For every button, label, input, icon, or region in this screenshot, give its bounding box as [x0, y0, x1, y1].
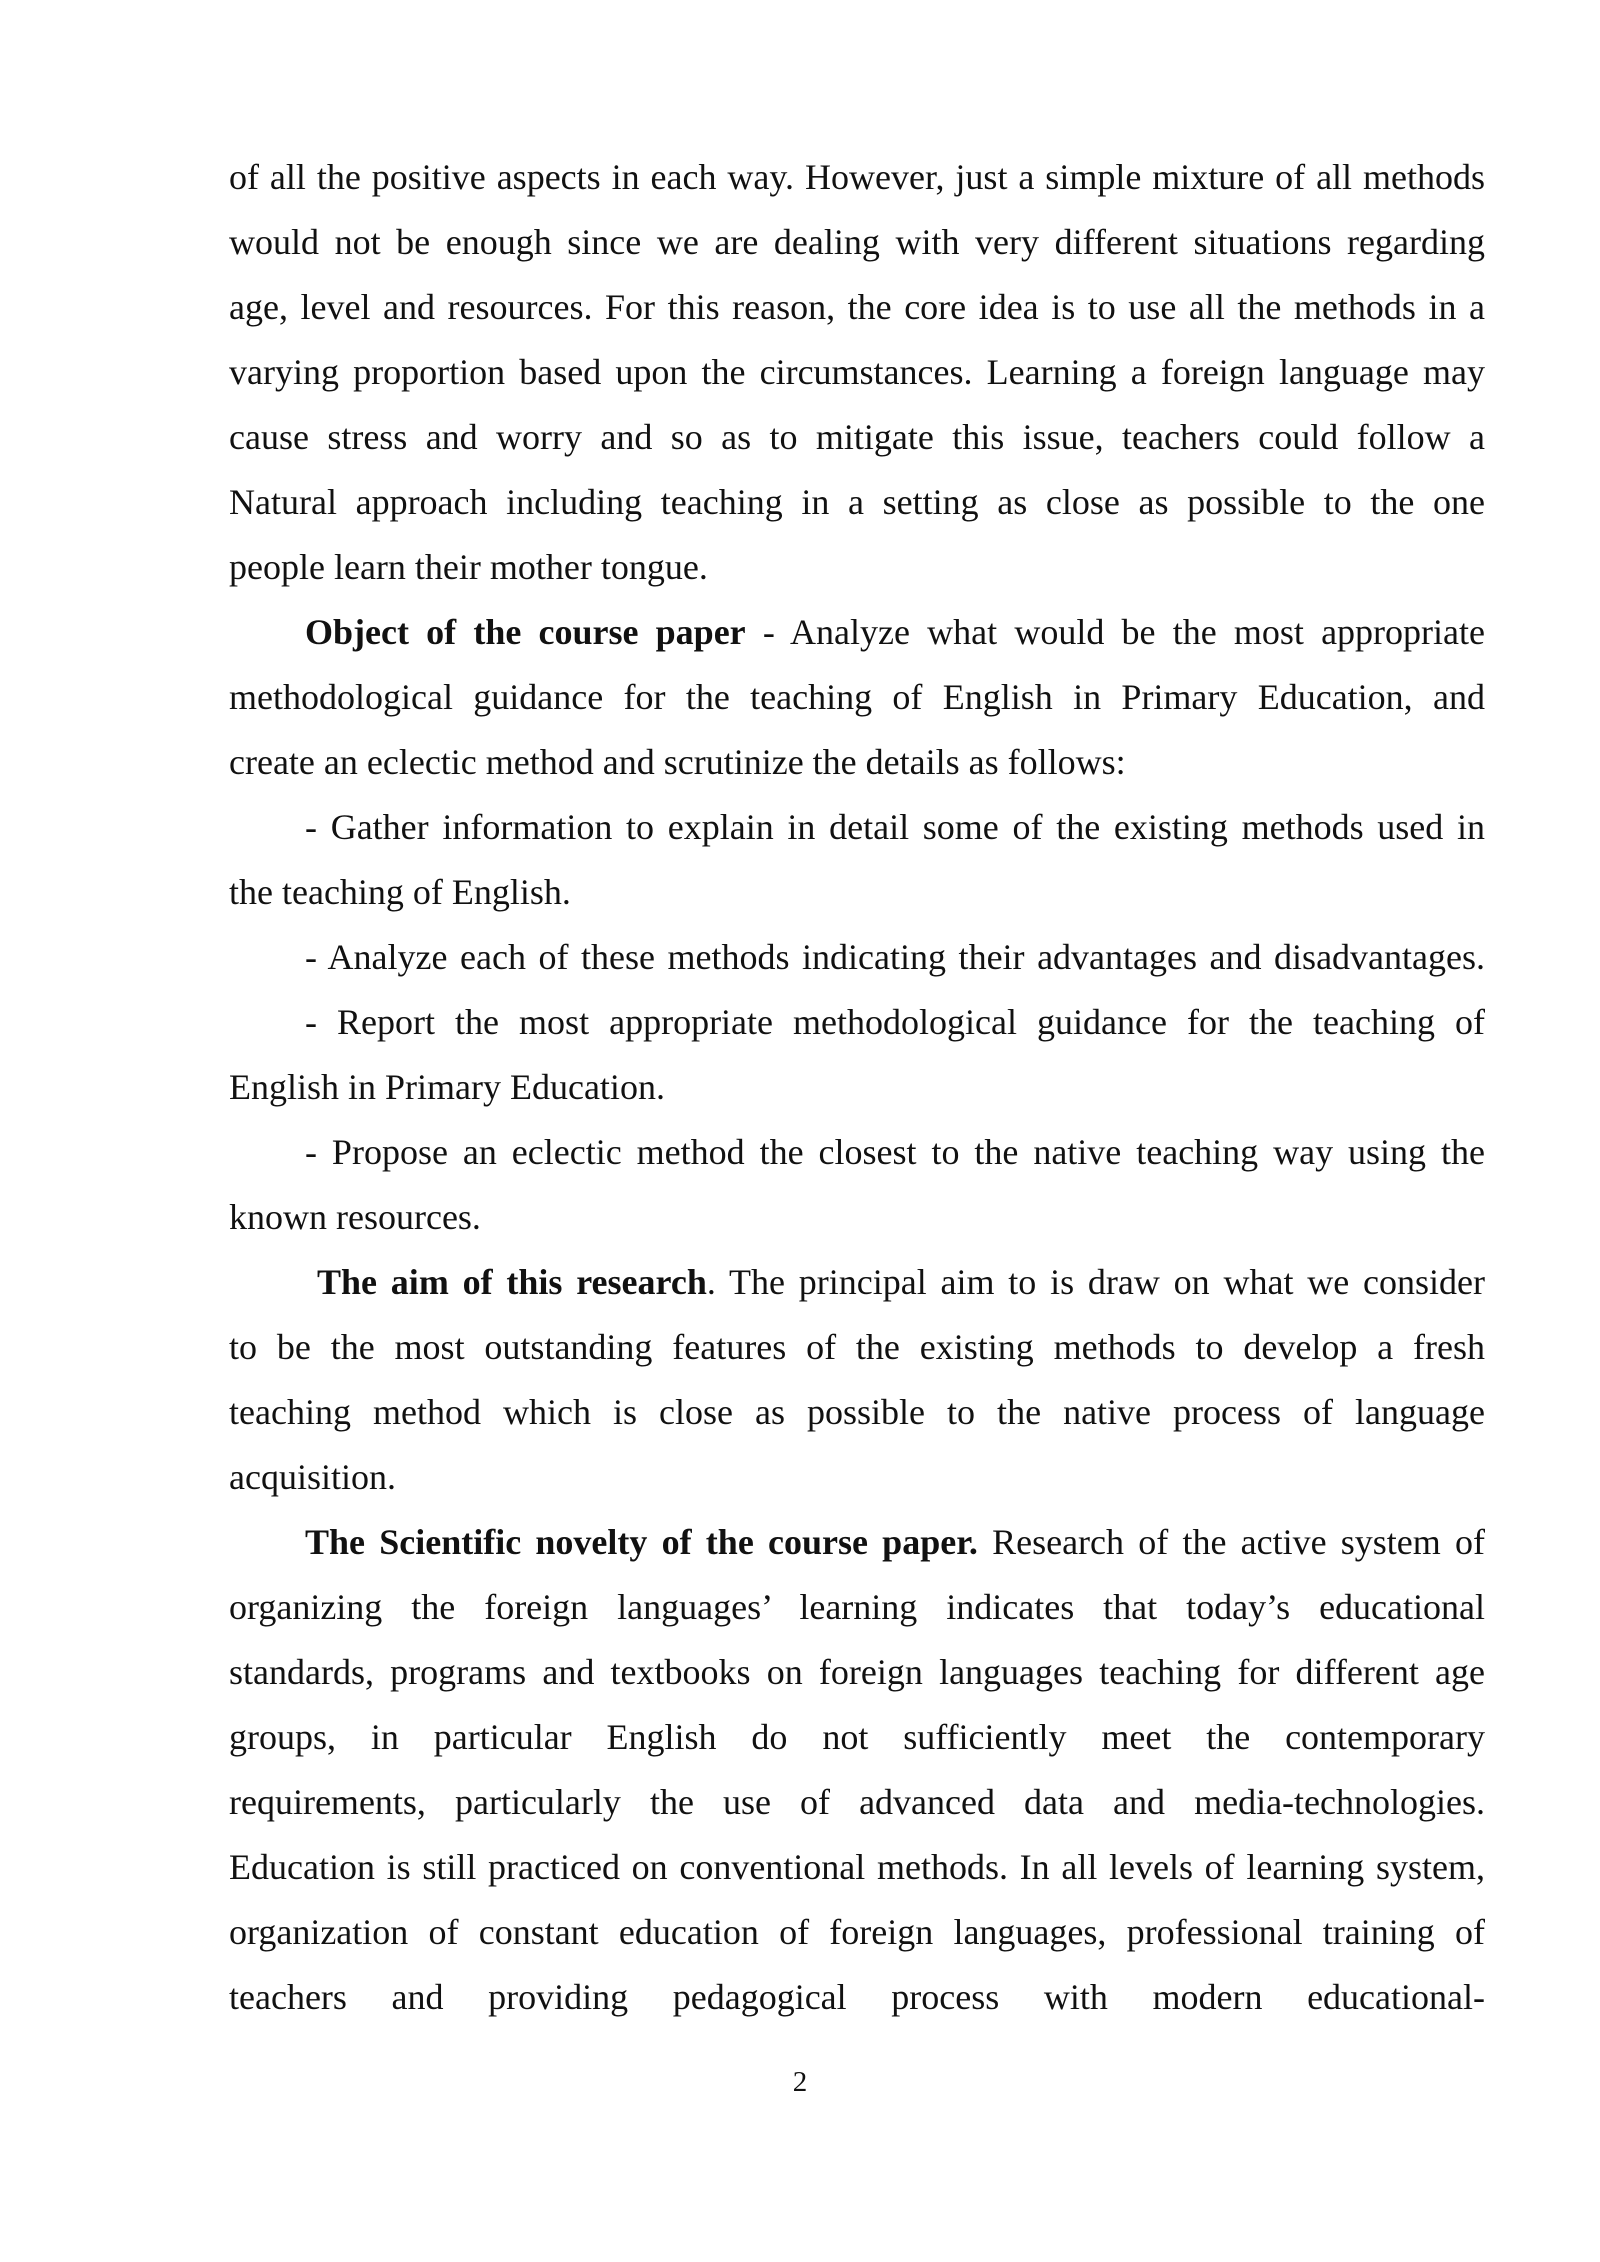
text-line: the teaching of English. — [229, 872, 571, 912]
list-item: - Analyze each of these methods indicating their advantages and disadvantages. — [305, 937, 1485, 977]
text-line: would not be enough since we are dealing with very different situations regarding — [229, 222, 1485, 262]
text-line: standards, programs and textbooks on foreign languages teaching for different age — [229, 1652, 1485, 1692]
text-line: age, level and resources. For this reason, the core idea is to use all the methods in a — [229, 287, 1485, 327]
novelty-heading-text: Research of the active system of — [977, 1522, 1485, 1562]
text-line: acquisition. — [229, 1457, 396, 1497]
text-line: Education is still practiced on conventional methods. In all levels of learning system, — [229, 1847, 1485, 1887]
text-line: requirements, particularly the use of advanced data and media-technologies. — [229, 1782, 1485, 1822]
text-line: groups, in particular English do not sufficiently meet the contemporary — [229, 1717, 1485, 1757]
aim-heading-line — [229, 1250, 1485, 1315]
text-line: teachers and providing pedagogical process with modern educational- — [229, 1977, 1485, 2017]
text-line: create an eclectic method and scrutinize the details as follows: — [229, 742, 1126, 782]
text-line: known resources. — [229, 1197, 481, 1237]
text-line: methodological guidance for the teaching of English in Primary Education, and — [229, 677, 1485, 717]
text-line: varying proportion based upon the circumstances. Learning a foreign language may — [229, 352, 1485, 392]
object-heading-text: - Analyze what would be the most appropriate — [745, 612, 1485, 652]
text-line: organization of constant education of foreign languages, professional training of — [229, 1912, 1485, 1952]
text-line: cause stress and worry and so as to mitigate this issue, teachers could follow a — [229, 417, 1485, 457]
text-line: English in Primary Education. — [229, 1067, 665, 1107]
page-number: 2 — [792, 2066, 808, 2098]
body-text — [229, 145, 1485, 2030]
text-line: to be the most outstanding features of the existing methods to develop a fresh — [229, 1327, 1485, 1367]
list-item: - Report the most appropriate methodological guidance for the teaching of — [305, 1002, 1485, 1042]
object-heading-line — [229, 600, 1485, 665]
aim-heading-text: . The principal aim to is draw on what we consider — [706, 1262, 1485, 1302]
aim-heading: The aim of this research — [317, 1262, 707, 1302]
text-line: of all the positive aspects in each way. However, just a simple mixture of all methods — [229, 157, 1485, 197]
novelty-heading: The Scientific novelty of the course paper. — [305, 1522, 978, 1562]
text-line: teaching method which is close as possible to the native process of language — [229, 1392, 1485, 1432]
list-item: - Propose an eclectic method the closest to the native teaching way using the — [305, 1132, 1485, 1172]
text-line: organizing the foreign languages’ learning indicates that today’s educational — [229, 1587, 1485, 1627]
object-heading: Object of the course paper — [305, 612, 746, 652]
text-line: Natural approach including teaching in a setting as close as possible to the one — [229, 482, 1485, 522]
text-line: people learn their mother tongue. — [229, 547, 708, 587]
list-item: - Gather information to explain in detail some of the existing methods used in — [305, 807, 1485, 847]
novelty-heading-line — [229, 1510, 1485, 1575]
